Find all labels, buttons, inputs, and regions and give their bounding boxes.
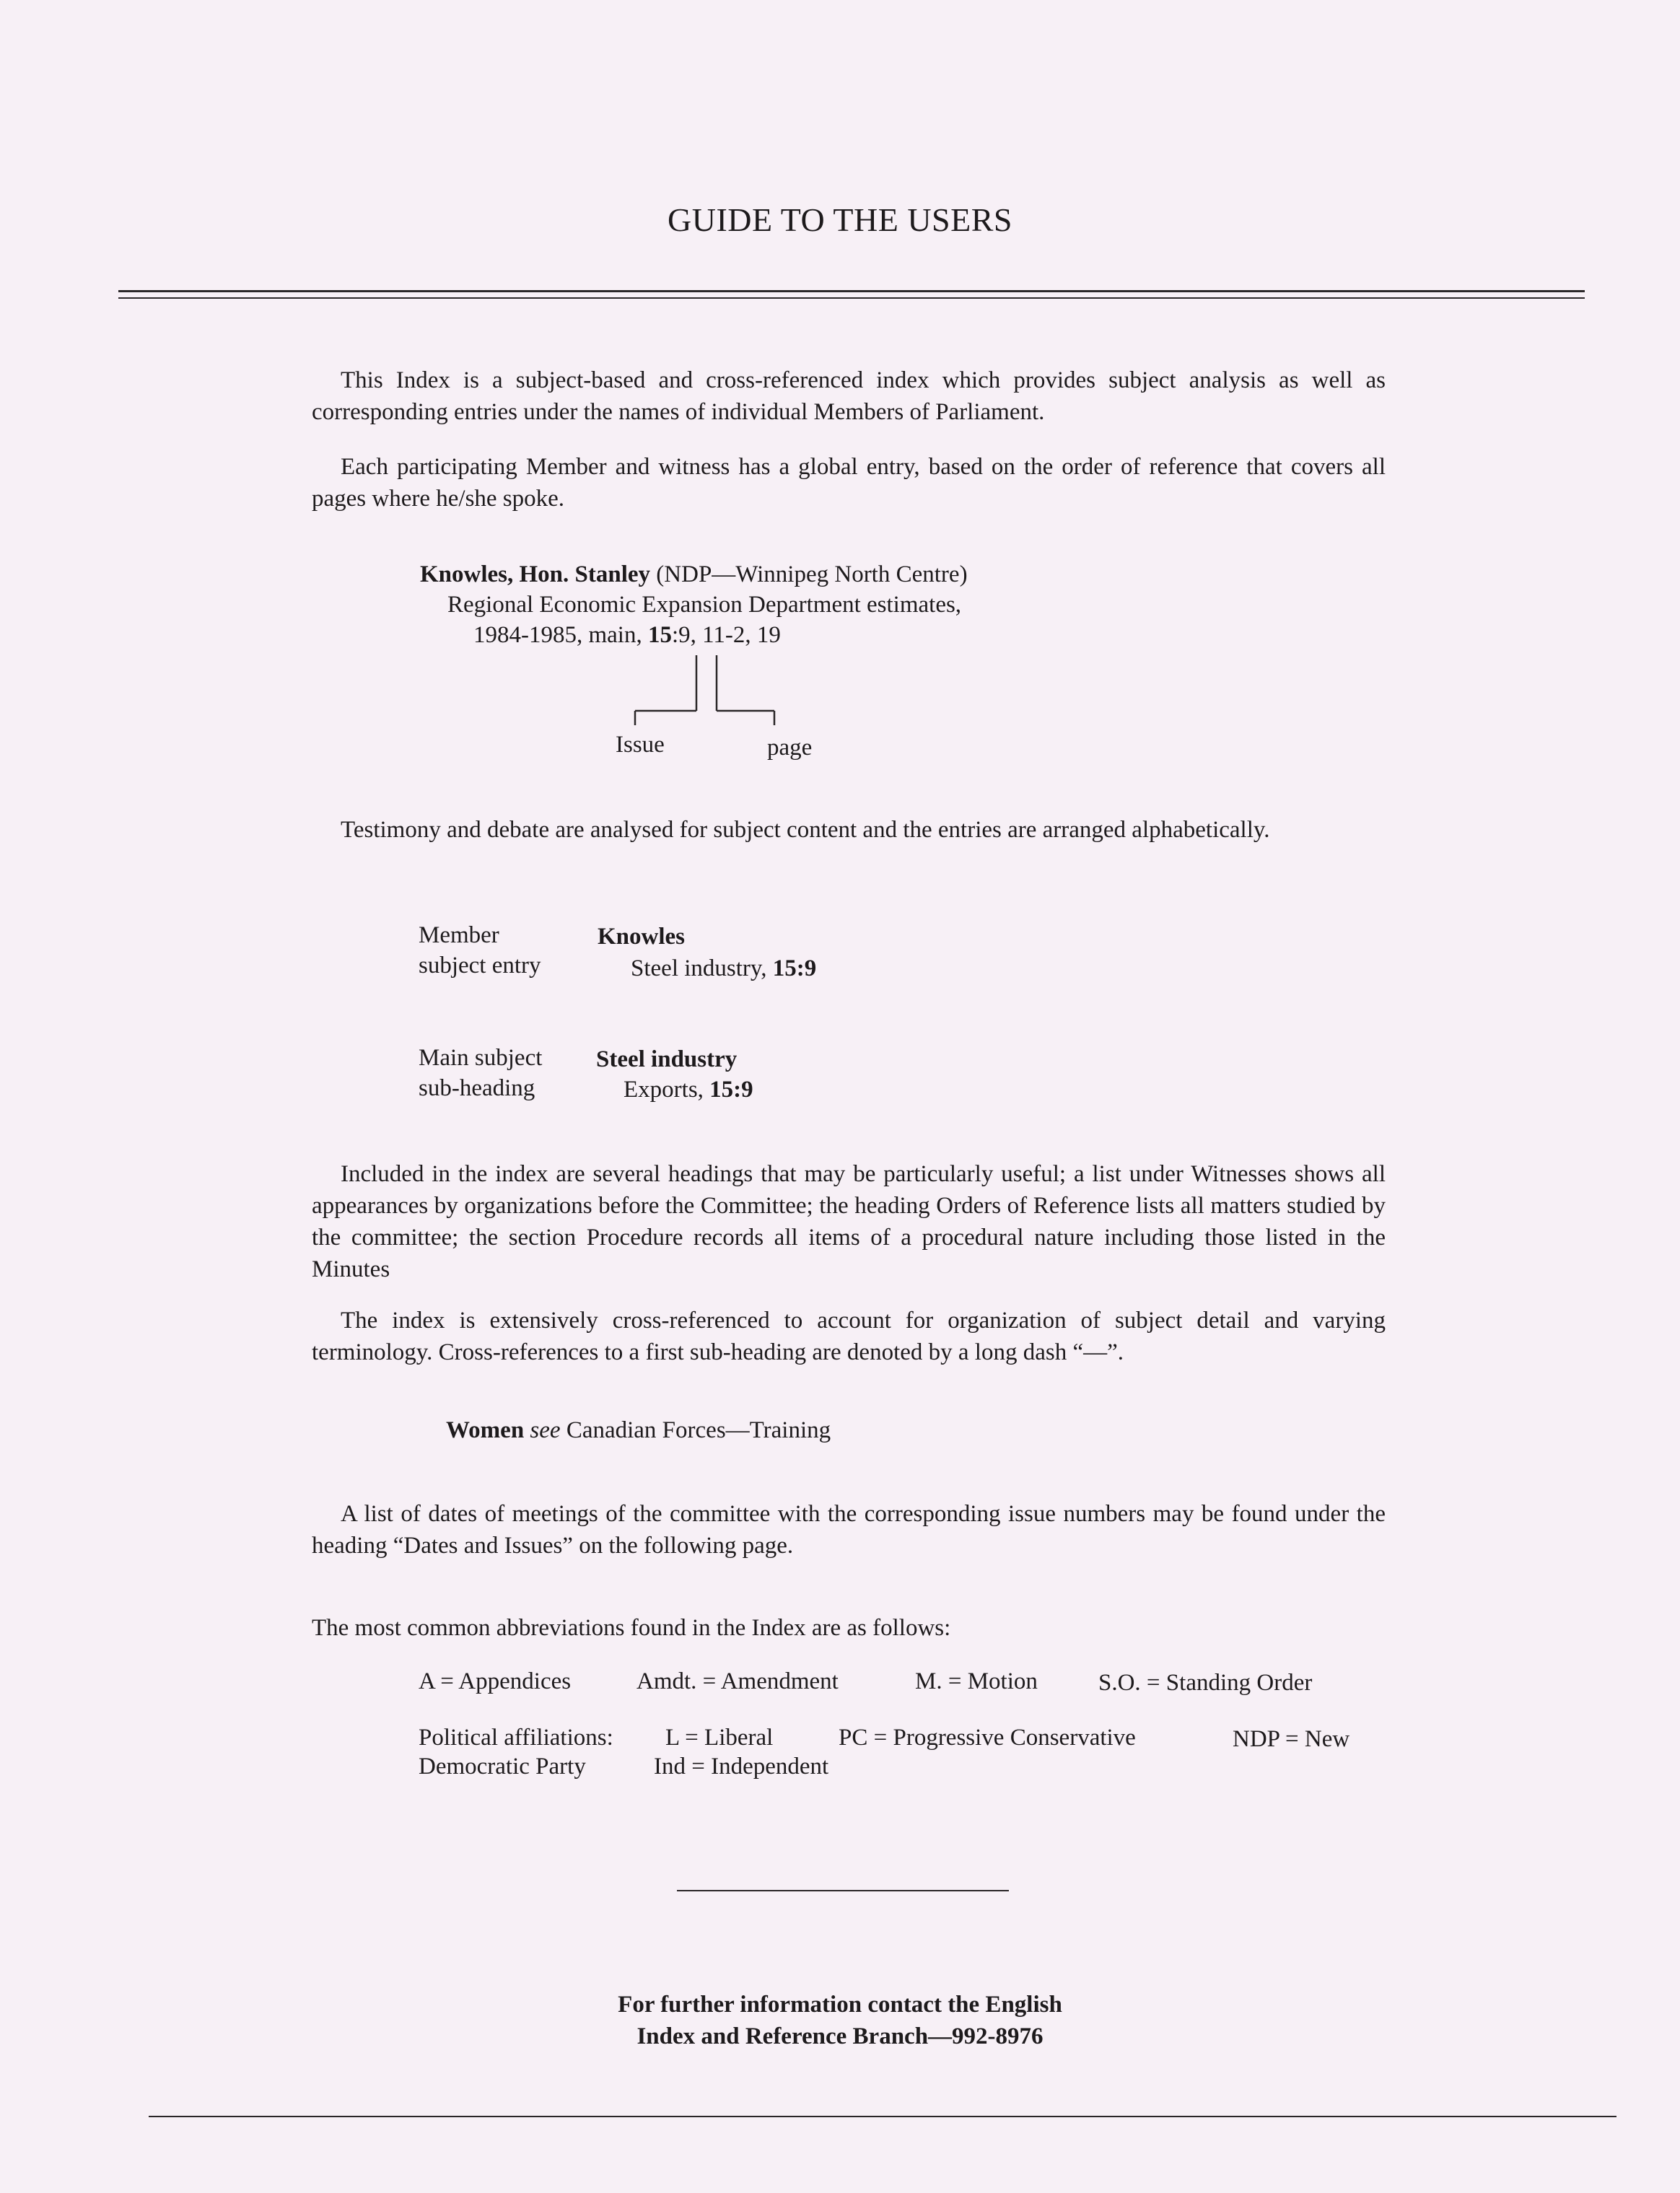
issue-label: Issue xyxy=(616,732,665,758)
footer-line-2: Index and Reference Branch—992-8976 xyxy=(636,2023,1044,2049)
page-label: page xyxy=(767,735,813,761)
subject-example-heading-text: Steel industry xyxy=(596,1046,738,1072)
political-independent: Ind = Independent xyxy=(654,1754,829,1780)
testimony-paragraph-text: Testimony and debate are analysed for subject content and the entries are arranged alphabetically. xyxy=(341,817,1270,843)
see-example-heading: Women xyxy=(446,1417,525,1443)
political-ndp-continued: Democratic Party xyxy=(419,1754,586,1780)
see-example xyxy=(446,1417,831,1444)
political-pc: PC = Progressive Conservative xyxy=(839,1725,1136,1751)
abbreviation-motion: M. = Motion xyxy=(915,1668,1038,1694)
example-entry-issue-number: 15 xyxy=(647,622,672,648)
subject-example-subentry-text: Exports, xyxy=(624,1077,710,1103)
subject-example-subentry xyxy=(624,1077,753,1103)
member-example-subentry-text: Steel industry, xyxy=(631,955,773,981)
page-title: GUIDE TO THE USERS xyxy=(668,201,1012,238)
political-affiliations-label: Political affiliations: xyxy=(419,1725,613,1751)
testimony-paragraph xyxy=(312,814,1386,846)
footer-line-1: For further information contact the English xyxy=(618,1992,1062,2018)
member-example-heading-text: Knowles xyxy=(598,924,686,950)
political-liberal: L = Liberal xyxy=(665,1725,774,1751)
political-ndp: NDP = New xyxy=(1233,1726,1350,1752)
subject-example-subentry-ref: 15:9 xyxy=(709,1077,753,1103)
example-entry-line3-pre: 1984-1985, main, xyxy=(473,622,648,648)
abbreviation-appendices: A = Appendices xyxy=(419,1668,572,1694)
see-example-target: Canadian Forces—Training xyxy=(566,1417,831,1443)
subject-example-heading xyxy=(596,1046,737,1073)
example-entry-line2: Regional Economic Expansion Department estimates, xyxy=(447,592,962,618)
bottom-rule xyxy=(149,2116,1616,2117)
abbreviation-amendment: Amdt. = Amendment xyxy=(636,1668,839,1694)
section-separator-rule xyxy=(677,1890,1009,1891)
member-example-subentry xyxy=(631,955,816,982)
included-paragraph xyxy=(312,1158,1386,1285)
subject-example-label-1: Main subject xyxy=(419,1045,543,1071)
member-example-label-2: subject entry xyxy=(419,953,541,979)
crossref-paragraph xyxy=(312,1305,1386,1368)
member-example-subentry-ref: 15:9 xyxy=(772,955,817,981)
crossref-paragraph-text: The index is extensively cross-referenced to account for organization of subject detail and varying terminology. Cross-references to a first sub-heading are denoted by a long dash “—”. xyxy=(312,1308,1386,1365)
subject-example-label-2: sub-heading xyxy=(419,1075,535,1101)
member-example-label-1: Member xyxy=(419,922,499,948)
example-entry-name: Knowles, Hon. Stanley xyxy=(420,561,651,587)
included-paragraph-text: Included in the index are several headings that may be particularly useful; a list under Witnesses shows all appearances by organizations before the Committee; the heading Orders of Reference lists all matters studied by the committee; the section Procedure records all items of a procedural nature including those listed in the Minutes xyxy=(312,1161,1386,1282)
footer-contact-info xyxy=(0,1989,1680,2052)
intro-paragraph-2-text: Each participating Member and witness has a global entry, based on the order of reference that covers all pages where he/she spoke. xyxy=(312,454,1386,512)
abbreviations-intro: The most common abbreviations found in the Index are as follows: xyxy=(312,1615,951,1641)
see-example-see: see xyxy=(530,1417,561,1443)
example-entry-line3-post: :9, 11-2, 19 xyxy=(671,622,781,648)
dates-paragraph-text: A list of dates of meetings of the committee with the corresponding issue numbers may be found under the heading “Dates and Issues” on the following page. xyxy=(312,1501,1386,1559)
abbreviation-standing-order: S.O. = Standing Order xyxy=(1098,1670,1313,1696)
member-example-heading xyxy=(598,924,685,950)
intro-paragraph-1-text: This Index is a subject-based and cross-referenced index which provides subject analysis as well as corresponding entries under the names of individual Members of Parliament. xyxy=(312,367,1386,425)
dates-paragraph xyxy=(312,1498,1386,1562)
example-entry-affiliation: (NDP—Winnipeg North Centre) xyxy=(656,561,968,587)
